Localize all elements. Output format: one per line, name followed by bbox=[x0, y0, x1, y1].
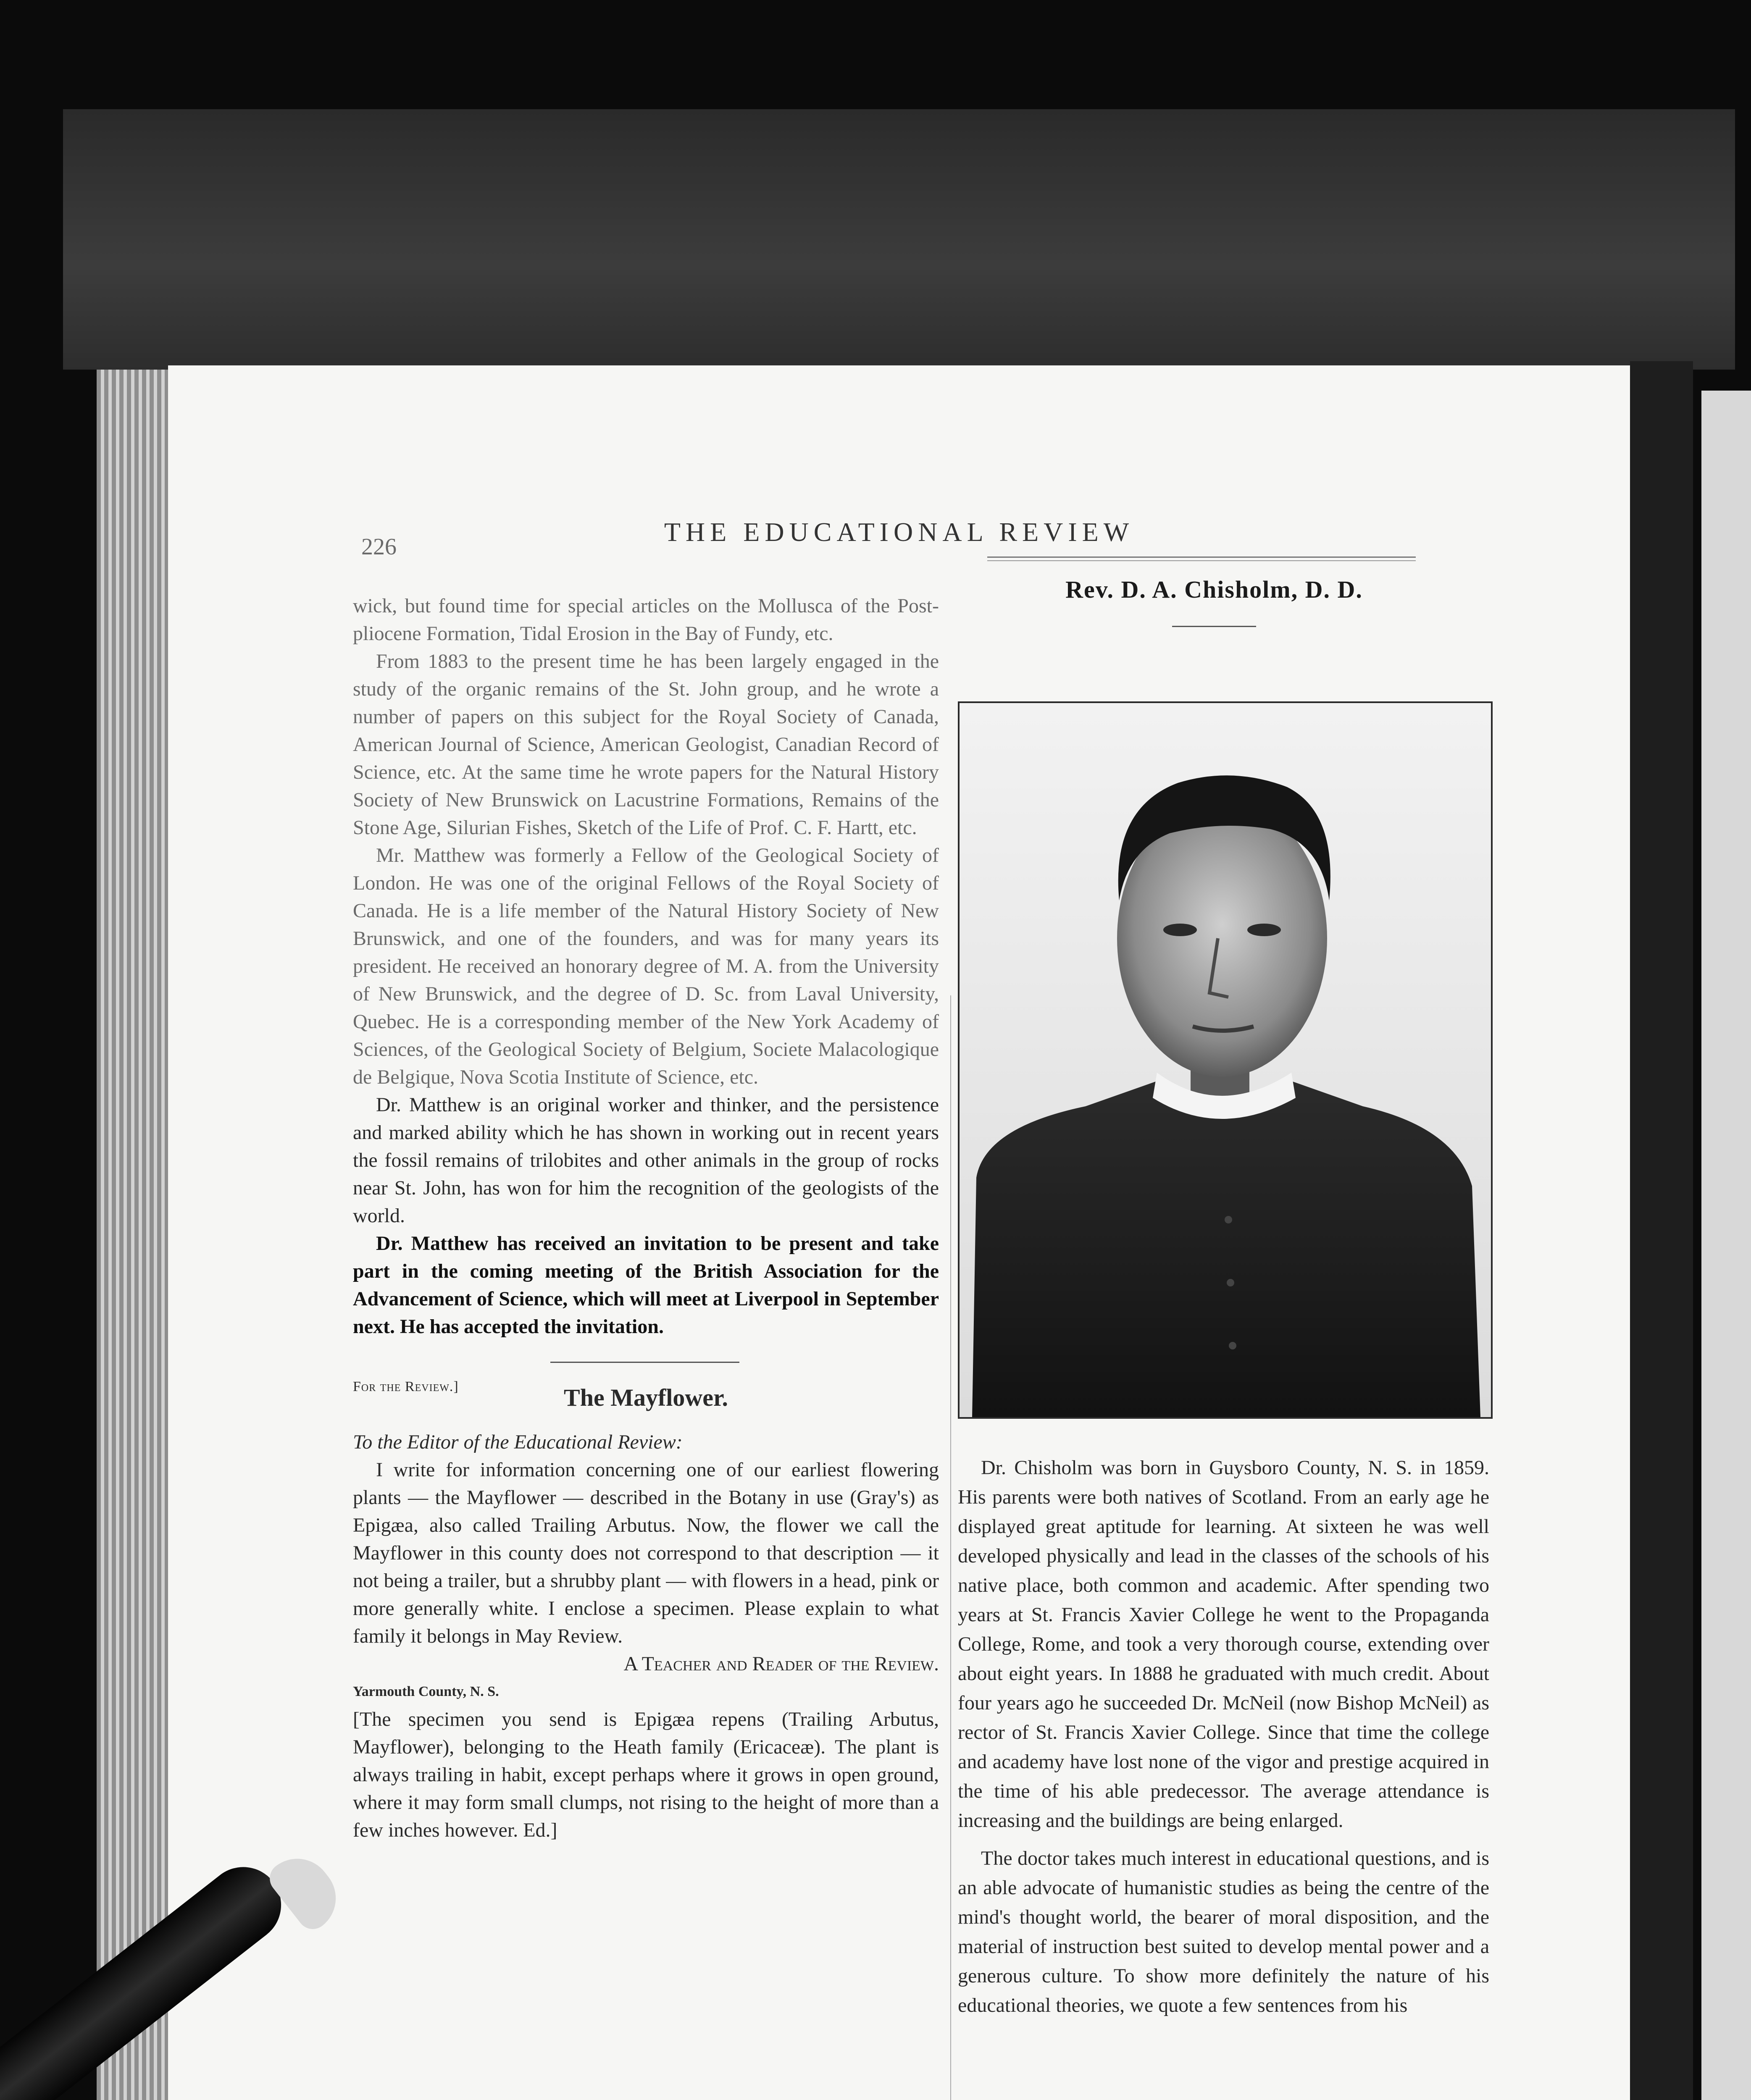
header-rule bbox=[987, 556, 1416, 561]
section-divider bbox=[550, 1362, 739, 1363]
left-column bbox=[353, 592, 939, 1844]
paragraph: Mr. Matthew was formerly a Fellow of the Geological Society of London. He was one of the original Fellows of the Royal Society of Canada. He is a life member of the Natural History Society of New Brunswick, and one of the founders, and was for many years its president. He received an honorary degree of M. A. from the University of New Brunswick, and the degree of D. Sc. from Laval University, Quebec. He is a corresponding member of the New York Academy of Sciences, of the Geological Society of Belgium, Societe Malacologique de Belgique, Nova Scotia Institute of Science, etc. bbox=[353, 844, 939, 1088]
right-column bbox=[958, 1453, 1489, 2029]
editor-note: [The specimen you send is Epigæa repens (Trailing Arbutus, Mayflower), belonging to the Heath family (Ericaceæ). The plant is always trailing in habit, except perhaps where it grows in open ground, where it may form small clumps, not rising to the height of more than a few inches however. Ed.] bbox=[353, 1708, 939, 1841]
paragraph: Dr. Matthew is an original worker and thinker, and the persistence and marked ability which he has shown in working out in recent years the fossil remains of trilobites and other animals in the group of rocks near St. John, has won for him the recognition of the geologists of the world. bbox=[353, 1094, 939, 1227]
letter-location: Yarmouth County, N. S. bbox=[353, 1684, 499, 1699]
paragraph: Dr. Matthew has received an invitation to be present and take part in the coming meeting of the British Association for the Advancement of Science, which will meet at Liverpool in September next. He has accepted the invitation. bbox=[353, 1232, 939, 1338]
scanner-background bbox=[63, 109, 1735, 370]
letter-body: I write for information concerning one of our earliest flowering plants — the Mayflower — described in the Botany in use (Gray's) as Epigæa, also called Trailing Arbutus. Now, the flower we call the Mayflower in this county does not correspond to that description — it not being a trailer, but a shrubby plant — with flowers in a head, pink or more generally white. I enclose a specimen. Please explain to what family it belongs in May Review. bbox=[353, 1459, 939, 1647]
letter-signature: A Teacher and Reader of the Review. bbox=[623, 1653, 939, 1675]
article-title: Rev. D. A. Chisholm, D. D. bbox=[1065, 576, 1363, 603]
paragraph: From 1883 to the present time he has been largely engaged in the study of the organic remains of the St. John group, and he wrote a number of papers on this subject for the Royal Society of Canada, American Journal of Science, American Geologist, Canadian Record of Science, etc. At the same time he wrote papers for the Natural History Society of New Brunswick on Lacustrine Formations, Remains of the Stone Age, Silurian Fishes, Sketch of the Life of Prof. C. F. Hartt, etc. bbox=[353, 650, 939, 839]
portrait-illustration bbox=[960, 703, 1491, 1417]
for-review-label: For the Review.] bbox=[353, 1379, 459, 1394]
book-cover-edge bbox=[1630, 361, 1693, 2100]
portrait-photo bbox=[958, 701, 1493, 1419]
column-rule bbox=[950, 995, 951, 2100]
facing-page-edge bbox=[1701, 391, 1751, 2100]
paragraph: wick, but found time for special articles on the Mollusca of the Post-pliocene Formation, Tidal Erosion in the Bay of Fundy, etc. bbox=[353, 595, 939, 645]
book-page bbox=[168, 365, 1630, 2100]
paragraph: Dr. Chisholm was born in Guysboro County, N. S. in 1859. His parents were both natives of Scotland. From an early age he displayed great aptitude for learning. At sixteen he was well developed physically and lead in the classes of the schools of his native place, both common and academic. After spending two years at St. Francis Xavier College he went to the Propaganda College, Rome, and took a very thorough course, extending over about eight years. In 1888 he graduated with much credit. About four years ago he succeeded Dr. McNeil (now Bishop McNeil) as rector of St. Francis Xavier College. Since that time the college and academy have lost none of the vigor and prestige acquired in the time of his able predecessor. The average attendance is increasing and the buildings are being enlarged. bbox=[958, 1457, 1489, 1832]
article-title: The Mayflower. bbox=[564, 1384, 728, 1411]
salutation: To the Editor of the Educational Review: bbox=[353, 1431, 683, 1453]
page-number: 226 bbox=[361, 534, 397, 560]
title-rule bbox=[1172, 626, 1256, 627]
running-title: THE EDUCATIONAL REVIEW bbox=[664, 517, 1134, 547]
paragraph: The doctor takes much interest in educational questions, and is an able advocate of humanistic studies as being the centre of the mind's thought world, the bearer of moral disposition, and the material of instruction best suited to develop mental power and a generous culture. To show more definitely the nature of his educational theories, we quote a few sentences from his bbox=[958, 1847, 1489, 2016]
